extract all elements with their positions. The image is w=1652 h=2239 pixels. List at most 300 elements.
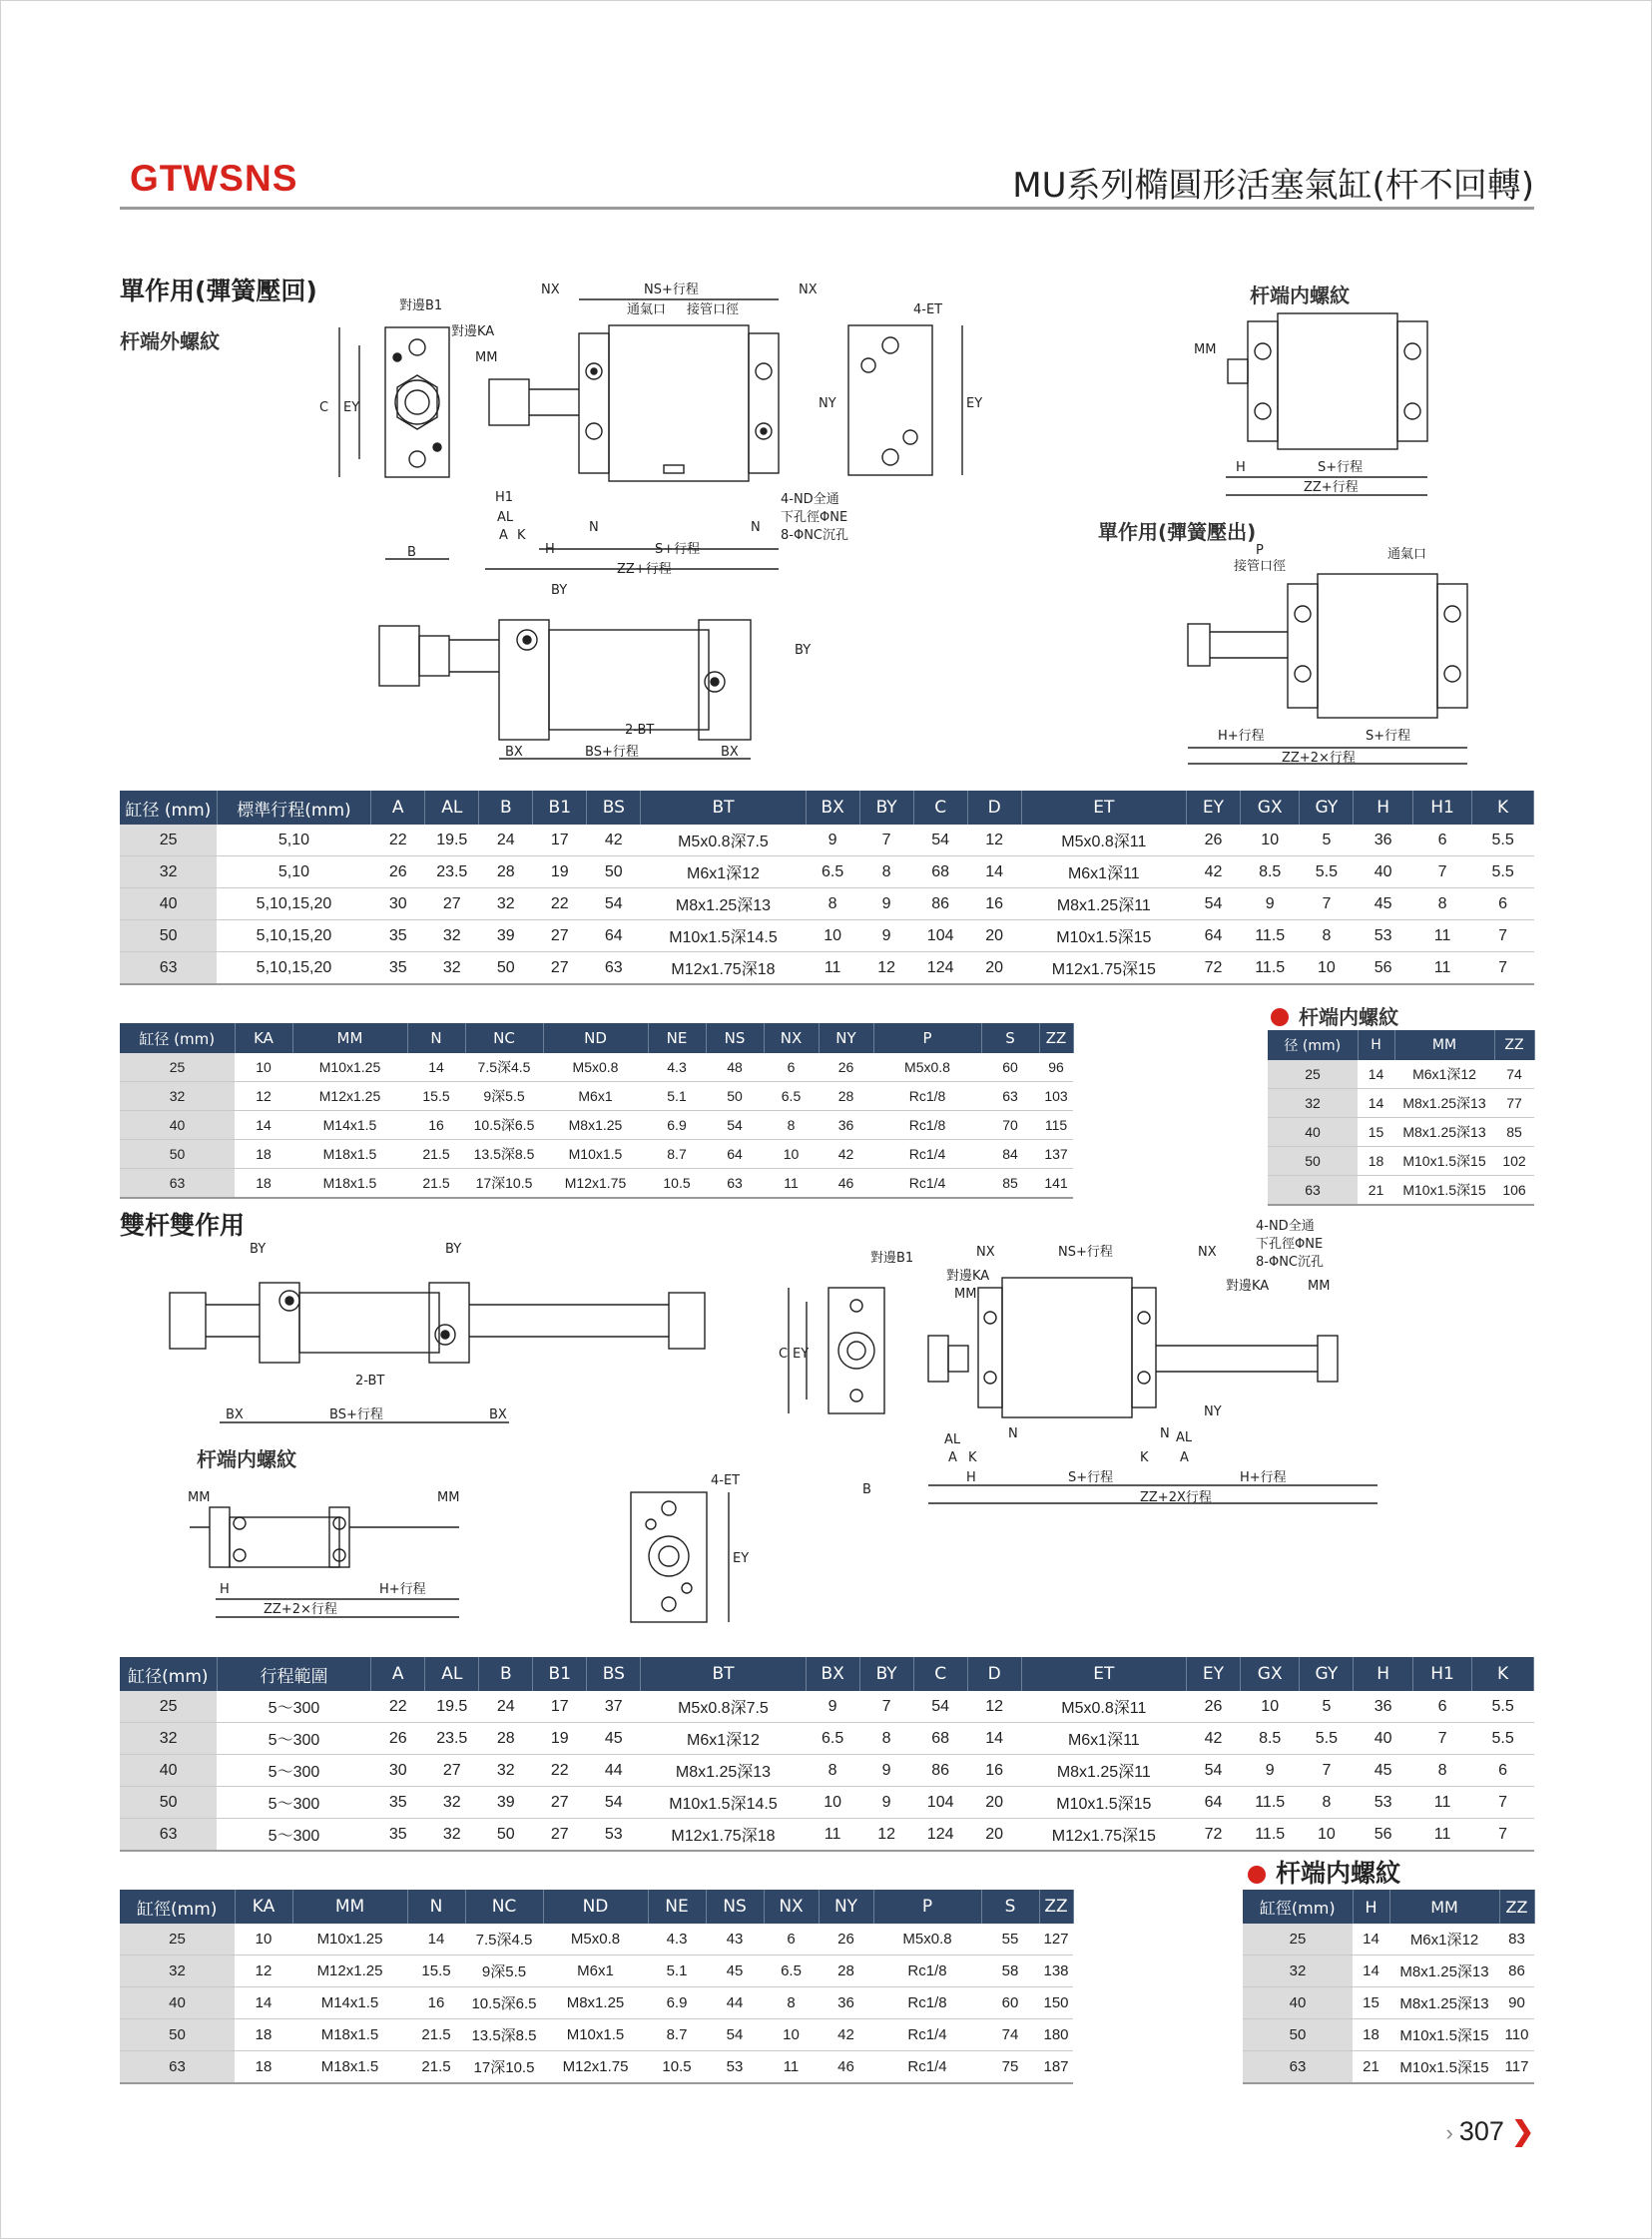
table-cell: 180 xyxy=(1039,2019,1073,2051)
table-cell: 74 xyxy=(1494,1060,1534,1089)
svg-text:H+行程: H+行程 xyxy=(379,1582,426,1597)
table-cell: 9深5.5 xyxy=(465,1082,543,1111)
table-cell: M14x1.5 xyxy=(292,1111,407,1140)
table-cell: 6.5 xyxy=(806,1723,859,1755)
column-header: 缸径 (mm) xyxy=(120,1023,235,1053)
table-cell: 138 xyxy=(1039,1956,1073,1987)
table-cell: 10.5 xyxy=(648,1169,706,1199)
bullet-dot xyxy=(1248,1866,1266,1884)
svg-text:AL: AL xyxy=(1176,1430,1193,1445)
column-header: MM xyxy=(1389,1890,1499,1924)
table-row xyxy=(120,1169,1073,1199)
table-cell: 11 xyxy=(1412,952,1471,985)
svg-text:B: B xyxy=(407,545,416,560)
table-cell: 42 xyxy=(819,2019,873,2051)
table-cell: Rc1/8 xyxy=(873,1956,981,1987)
table-cell: 70 xyxy=(981,1111,1039,1140)
svg-text:對邊KA: 對邊KA xyxy=(946,1269,990,1284)
table-cell: 124 xyxy=(913,1819,967,1852)
table-cell: 75 xyxy=(981,2051,1039,2084)
table-row xyxy=(120,952,1534,985)
table-row xyxy=(1243,1987,1534,2019)
drawing-single-acting-extend xyxy=(1178,544,1477,769)
table-cell: 60 xyxy=(981,1987,1039,2019)
table-cell: 83 xyxy=(1499,1924,1534,1956)
svg-text:N: N xyxy=(1008,1426,1018,1441)
table-cell: M12x1.75深15 xyxy=(1021,952,1186,985)
table-cell: 50 xyxy=(1268,1147,1358,1176)
svg-text:AL: AL xyxy=(497,510,514,525)
table-cell: 63 xyxy=(120,1169,235,1199)
table-cell: 21.5 xyxy=(407,2019,465,2051)
table-cell: 40 xyxy=(1354,856,1412,888)
svg-text:ZZ+行程: ZZ+行程 xyxy=(617,562,672,577)
table-cell: Rc1/4 xyxy=(873,2051,981,2084)
column-header: D xyxy=(967,1657,1021,1691)
svg-text:對邊KA: 對邊KA xyxy=(451,324,495,339)
svg-text:NY: NY xyxy=(1204,1404,1222,1419)
column-header: H xyxy=(1358,1030,1394,1060)
svg-text:S+行程: S+行程 xyxy=(1366,729,1411,744)
table-row xyxy=(1243,2051,1534,2084)
column-header: B xyxy=(479,1657,533,1691)
svg-text:BY: BY xyxy=(250,1242,267,1257)
table-cell: 9 xyxy=(1240,888,1299,920)
table-cell: 96 xyxy=(1039,1053,1073,1082)
column-header: ZZ xyxy=(1039,1023,1073,1053)
table-cell: 7 xyxy=(1472,952,1534,985)
svg-text:P: P xyxy=(1256,544,1264,558)
table-row xyxy=(120,1787,1534,1819)
table-cell: 12 xyxy=(967,825,1021,856)
svg-text:MM: MM xyxy=(1308,1279,1331,1294)
column-header: P xyxy=(873,1890,981,1924)
table-cell: 7 xyxy=(859,1691,913,1723)
column-header: EY xyxy=(1186,1657,1240,1691)
table-cell: 39 xyxy=(479,920,533,952)
table-cell: 27 xyxy=(533,1787,587,1819)
section-single-acting-extend: 單作用(彈簧壓出) xyxy=(1098,520,1257,544)
table-cell: 40 xyxy=(120,1111,235,1140)
column-header: ET xyxy=(1021,791,1186,825)
page-number xyxy=(1445,2116,1534,2147)
column-header: 径 (mm) xyxy=(1268,1030,1358,1060)
table-cell: 124 xyxy=(913,952,967,985)
table-cell: 86 xyxy=(1499,1956,1534,1987)
column-header: NE xyxy=(648,1890,706,1924)
column-header: NY xyxy=(819,1890,873,1924)
column-header: NS xyxy=(706,1890,764,1924)
svg-text:BY: BY xyxy=(795,643,812,658)
column-header: H1 xyxy=(1412,1657,1471,1691)
table-cell: 5.5 xyxy=(1300,856,1354,888)
table-row xyxy=(1268,1147,1534,1176)
svg-text:EY: EY xyxy=(966,396,983,411)
table-cell: M10x1.25 xyxy=(292,1924,407,1956)
table-cell: 8 xyxy=(764,1987,819,2019)
svg-text:MM: MM xyxy=(1194,342,1217,357)
table-cell: 32 xyxy=(425,1787,479,1819)
table-cell: 12 xyxy=(967,1691,1021,1723)
table-cell: 44 xyxy=(587,1755,641,1787)
svg-text:通氣口: 通氣口 xyxy=(1387,547,1427,562)
section-rod-internal-thread: 杆端内螺紋 xyxy=(1250,283,1350,307)
column-header: MM xyxy=(292,1023,407,1053)
table-cell: 64 xyxy=(706,1140,764,1169)
column-header: BT xyxy=(641,1657,806,1691)
table-cell: 14 xyxy=(967,856,1021,888)
table-cell: M10x1.25 xyxy=(292,1053,407,1082)
column-header: 缸径(mm) xyxy=(120,1657,217,1691)
table-row xyxy=(120,1140,1073,1169)
table-cell: 4.3 xyxy=(648,1924,706,1956)
table-cell: 72 xyxy=(1186,1819,1240,1852)
table-cell: 42 xyxy=(819,1140,873,1169)
table-cell: 25 xyxy=(1243,1924,1353,1956)
table-cell: 19 xyxy=(533,1723,587,1755)
table-cell: 30 xyxy=(371,888,425,920)
table-cell: 11 xyxy=(764,2051,819,2084)
table-cell: 10.5深6.5 xyxy=(465,1987,543,2019)
table-cell: 50 xyxy=(120,2019,235,2051)
table-cell: 25 xyxy=(120,1924,235,1956)
bullet-dot xyxy=(1271,1008,1289,1026)
table-cell: M5x0.8深7.5 xyxy=(641,825,806,856)
table6-title xyxy=(1248,1854,1400,1890)
table-cell: M18x1.5 xyxy=(292,2051,407,2084)
table-cell: 7 xyxy=(1472,1787,1534,1819)
table-cell: 8 xyxy=(1300,1787,1354,1819)
table-cell: 12 xyxy=(235,1956,292,1987)
svg-text:B: B xyxy=(862,1482,871,1497)
table-cell: M8x1.25深13 xyxy=(1394,1118,1494,1147)
svg-text:ZZ+行程: ZZ+行程 xyxy=(1304,480,1359,495)
table-cell: 8 xyxy=(859,856,913,888)
table-cell: 5～300 xyxy=(217,1755,371,1787)
column-header: AL xyxy=(425,1657,479,1691)
spec-table-internal-thread-2 xyxy=(1243,1890,1535,2084)
svg-text:BX: BX xyxy=(505,745,523,760)
svg-text:EY: EY xyxy=(733,1551,750,1566)
table-cell: 15 xyxy=(1353,1987,1389,2019)
column-header: EY xyxy=(1186,791,1240,825)
svg-text:MM: MM xyxy=(188,1490,211,1505)
table-cell: 14 xyxy=(1358,1089,1394,1118)
table-cell: 6.5 xyxy=(764,1956,819,1987)
table-cell: 32 xyxy=(1268,1089,1358,1118)
column-header: C xyxy=(913,791,967,825)
column-header: GY xyxy=(1300,791,1354,825)
table-cell: 21 xyxy=(1353,2051,1389,2084)
table-cell: 16 xyxy=(407,1987,465,2019)
table-cell: 7.5深4.5 xyxy=(465,1924,543,1956)
table-cell: 14 xyxy=(235,1987,292,2019)
table-cell: 13.5深8.5 xyxy=(465,2019,543,2051)
svg-text:8-ΦNC沉孔: 8-ΦNC沉孔 xyxy=(1256,1255,1324,1270)
table-cell: 25 xyxy=(1268,1060,1358,1089)
table-cell: 10 xyxy=(806,1787,859,1819)
table-cell: 32 xyxy=(120,856,217,888)
svg-text:NX: NX xyxy=(1198,1245,1217,1260)
svg-text:S+行程: S+行程 xyxy=(1318,460,1364,475)
drawing-internal-thread-1 xyxy=(1188,299,1467,509)
table-cell: M10x1.5深15 xyxy=(1389,2019,1499,2051)
page-number-text: 307 xyxy=(1458,2116,1504,2146)
table-cell: 53 xyxy=(1354,1787,1412,1819)
table-cell: 55 xyxy=(981,1924,1039,1956)
column-header: NY xyxy=(819,1023,873,1053)
table-cell: 14 xyxy=(407,1053,465,1082)
table-cell: 84 xyxy=(981,1140,1039,1169)
table-cell: 6 xyxy=(1412,825,1471,856)
svg-text:通氣口: 通氣口 xyxy=(627,302,667,317)
table-cell: 14 xyxy=(967,1723,1021,1755)
column-header: NS xyxy=(706,1023,764,1053)
svg-text:EY: EY xyxy=(343,400,360,415)
table-cell: 63 xyxy=(1268,1176,1358,1206)
table-cell: 7 xyxy=(1472,920,1534,952)
column-header: ZZ xyxy=(1494,1030,1534,1060)
chevron-right-icon: › xyxy=(1445,2120,1453,2145)
table-cell: 5.5 xyxy=(1472,1723,1534,1755)
section-rod-external-thread: 杆端外螺紋 xyxy=(120,329,220,353)
table-cell: 10 xyxy=(806,920,859,952)
table-cell: 5.5 xyxy=(1300,1723,1354,1755)
table-row xyxy=(120,1723,1534,1755)
table-cell: 14 xyxy=(235,1111,292,1140)
column-header: NE xyxy=(648,1023,706,1053)
table-cell: 8 xyxy=(764,1111,819,1140)
column-header: 缸徑(mm) xyxy=(1243,1890,1353,1924)
table-cell: M8x1.25深13 xyxy=(1389,1987,1499,2019)
table-cell: 46 xyxy=(819,1169,873,1199)
table-cell: 26 xyxy=(1186,825,1240,856)
table-cell: 35 xyxy=(371,1819,425,1852)
table-cell: M8x1.25 xyxy=(543,1987,648,2019)
table-cell: M18x1.5 xyxy=(292,1169,407,1199)
drawing-single-acting-main xyxy=(299,270,998,579)
table-cell: 18 xyxy=(235,1140,292,1169)
svg-text:H: H xyxy=(966,1470,976,1485)
column-header: GX xyxy=(1240,791,1299,825)
column-header: 行程範圍 xyxy=(217,1657,371,1691)
table-cell: 7 xyxy=(859,825,913,856)
table-cell: 35 xyxy=(371,920,425,952)
table-cell: 28 xyxy=(479,1723,533,1755)
table-cell: M5x0.8 xyxy=(543,1924,648,1956)
table-cell: 26 xyxy=(819,1053,873,1082)
table-cell: 17 xyxy=(533,825,587,856)
table-cell: M6x1深12 xyxy=(1389,1924,1499,1956)
table-cell: 40 xyxy=(1243,1987,1353,2019)
table-cell: 14 xyxy=(1353,1956,1389,1987)
table-cell: 26 xyxy=(371,856,425,888)
svg-text:A: A xyxy=(948,1450,957,1465)
column-header: BY xyxy=(859,791,913,825)
table-cell: 5～300 xyxy=(217,1819,371,1852)
svg-text:接管口徑: 接管口徑 xyxy=(687,302,740,317)
table-cell: M6x1 xyxy=(543,1082,648,1111)
column-header: 標準行程(mm) xyxy=(217,791,371,825)
table-row xyxy=(1268,1089,1534,1118)
table-cell: 74 xyxy=(981,2019,1039,2051)
table-cell: M10x1.5 xyxy=(543,1140,648,1169)
table-cell: 23.5 xyxy=(425,1723,479,1755)
svg-text:H: H xyxy=(1236,460,1246,475)
column-header: P xyxy=(873,1023,981,1053)
column-header: S xyxy=(981,1890,1039,1924)
table-cell: 63 xyxy=(706,1169,764,1199)
table-cell: M8x1.25深13 xyxy=(1389,1956,1499,1987)
table-cell: 23.5 xyxy=(425,856,479,888)
table-cell: 22 xyxy=(533,888,587,920)
header-divider xyxy=(120,207,1534,210)
table-cell: 32 xyxy=(425,920,479,952)
svg-text:下孔徑ΦNE: 下孔徑ΦNE xyxy=(1256,1237,1324,1252)
table-row xyxy=(120,1053,1073,1082)
table-cell: 50 xyxy=(1243,2019,1353,2051)
table-cell: 86 xyxy=(913,888,967,920)
table-cell: 141 xyxy=(1039,1169,1073,1199)
table-cell: 54 xyxy=(913,1691,967,1723)
table-cell: 40 xyxy=(1268,1118,1358,1147)
table-cell: 10 xyxy=(1240,1691,1299,1723)
svg-text:2-BT: 2-BT xyxy=(355,1374,385,1389)
svg-text:BX: BX xyxy=(226,1407,244,1422)
table-cell: M18x1.5 xyxy=(292,1140,407,1169)
table-cell: 18 xyxy=(1353,2019,1389,2051)
svg-text:H+行程: H+行程 xyxy=(1240,1470,1287,1485)
column-header: BS xyxy=(587,791,641,825)
table-cell: 10 xyxy=(235,1924,292,1956)
table-cell: 13.5深8.5 xyxy=(465,1140,543,1169)
table-row xyxy=(120,920,1534,952)
table-cell: 8 xyxy=(859,1723,913,1755)
column-header: BS xyxy=(587,1657,641,1691)
table-cell: M5x0.8深11 xyxy=(1021,825,1186,856)
svg-text:A: A xyxy=(1180,1450,1189,1465)
brand-logo: GTWSNS xyxy=(130,158,298,199)
table-row xyxy=(120,2051,1073,2084)
table-cell: M14x1.5 xyxy=(292,1987,407,2019)
table-cell: 16 xyxy=(967,888,1021,920)
table-cell: 48 xyxy=(706,1053,764,1082)
table-cell: 40 xyxy=(120,1755,217,1787)
column-header: B1 xyxy=(533,1657,587,1691)
table-cell: 28 xyxy=(819,1956,873,1987)
svg-text:N: N xyxy=(751,520,761,535)
table-cell: 40 xyxy=(120,1987,235,2019)
svg-text:8-ΦNC沉孔: 8-ΦNC沉孔 xyxy=(781,528,848,543)
table-cell: 32 xyxy=(120,1082,235,1111)
table-cell: 54 xyxy=(587,1787,641,1819)
table-cell: 12 xyxy=(235,1082,292,1111)
table-cell: 110 xyxy=(1499,2019,1534,2051)
table-cell: M5x0.8 xyxy=(543,1053,648,1082)
column-header: A xyxy=(371,791,425,825)
table-row xyxy=(120,1082,1073,1111)
table-cell: 7 xyxy=(1300,1755,1354,1787)
table-cell: M8x1.25深13 xyxy=(1394,1089,1494,1118)
table6-title-text: 杆端内螺紋 xyxy=(1276,1859,1401,1888)
table-cell: M8x1.25深13 xyxy=(641,888,806,920)
table-cell: 54 xyxy=(1186,888,1240,920)
column-header: KA xyxy=(235,1890,292,1924)
table-cell: 11 xyxy=(764,1169,819,1199)
column-header: C xyxy=(913,1657,967,1691)
svg-text:MM: MM xyxy=(475,350,498,365)
table-cell: 18 xyxy=(235,1169,292,1199)
svg-text:NY: NY xyxy=(819,396,836,411)
table-cell: 32 xyxy=(425,1819,479,1852)
table-cell: Rc1/8 xyxy=(873,1082,981,1111)
table-cell: 10.5 xyxy=(648,2051,706,2084)
table-cell: 10 xyxy=(764,1140,819,1169)
table-cell: 11.5 xyxy=(1240,1819,1299,1852)
table-cell: 44 xyxy=(706,1987,764,2019)
spec-table-single-acting-1 xyxy=(120,791,1534,985)
table-cell: 36 xyxy=(819,1111,873,1140)
table-row xyxy=(1268,1118,1534,1147)
table-cell: 11.5 xyxy=(1240,920,1299,952)
table-cell: 9 xyxy=(806,1691,859,1723)
table-cell: 45 xyxy=(706,1956,764,1987)
section-single-acting-return: 單作用(彈簧壓回) xyxy=(120,277,317,305)
column-header: BY xyxy=(859,1657,913,1691)
table-cell: 15.5 xyxy=(407,1956,465,1987)
table-row xyxy=(120,2019,1073,2051)
table-cell: 104 xyxy=(913,920,967,952)
column-header: D xyxy=(967,791,1021,825)
table-cell: 50 xyxy=(120,1140,235,1169)
column-header: ZZ xyxy=(1499,1890,1534,1924)
table-cell: M12x1.25 xyxy=(292,1082,407,1111)
table-cell: 56 xyxy=(1354,952,1412,985)
table-cell: 11 xyxy=(806,952,859,985)
table-cell: 7 xyxy=(1412,1723,1471,1755)
table-cell: 35 xyxy=(371,1787,425,1819)
table-cell: 6.9 xyxy=(648,1111,706,1140)
table-cell: 5,10,15,20 xyxy=(217,952,371,985)
table-cell: M10x1.5深15 xyxy=(1389,2051,1499,2084)
svg-text:4-ND全通: 4-ND全通 xyxy=(1256,1219,1315,1234)
svg-text:BY: BY xyxy=(551,583,568,598)
table-row xyxy=(120,1987,1073,2019)
table-row xyxy=(120,856,1534,888)
table-cell: 8 xyxy=(1300,920,1354,952)
table-cell: 5.1 xyxy=(648,1082,706,1111)
table-cell: 25 xyxy=(120,825,217,856)
table-cell: 58 xyxy=(981,1956,1039,1987)
table-cell: M8x1.25 xyxy=(543,1111,648,1140)
table-cell: 27 xyxy=(425,888,479,920)
table-cell: 5,10 xyxy=(217,825,371,856)
table-cell: M5x0.8 xyxy=(873,1053,981,1082)
svg-text:下孔徑ΦNE: 下孔徑ΦNE xyxy=(781,510,848,525)
table-cell: 9 xyxy=(806,825,859,856)
table-row xyxy=(1243,2019,1534,2051)
svg-text:NS+行程: NS+行程 xyxy=(644,282,699,297)
table-cell: 85 xyxy=(1494,1118,1534,1147)
table-cell: 54 xyxy=(706,2019,764,2051)
table-cell: 4.3 xyxy=(648,1053,706,1082)
table-cell: 5 xyxy=(1300,825,1354,856)
table-cell: 18 xyxy=(235,2019,292,2051)
table-cell: M10x1.5深14.5 xyxy=(641,920,806,952)
table-cell: 32 xyxy=(1243,1956,1353,1987)
table-cell: M12x1.75深18 xyxy=(641,1819,806,1852)
table-cell: 5 xyxy=(1300,1691,1354,1723)
